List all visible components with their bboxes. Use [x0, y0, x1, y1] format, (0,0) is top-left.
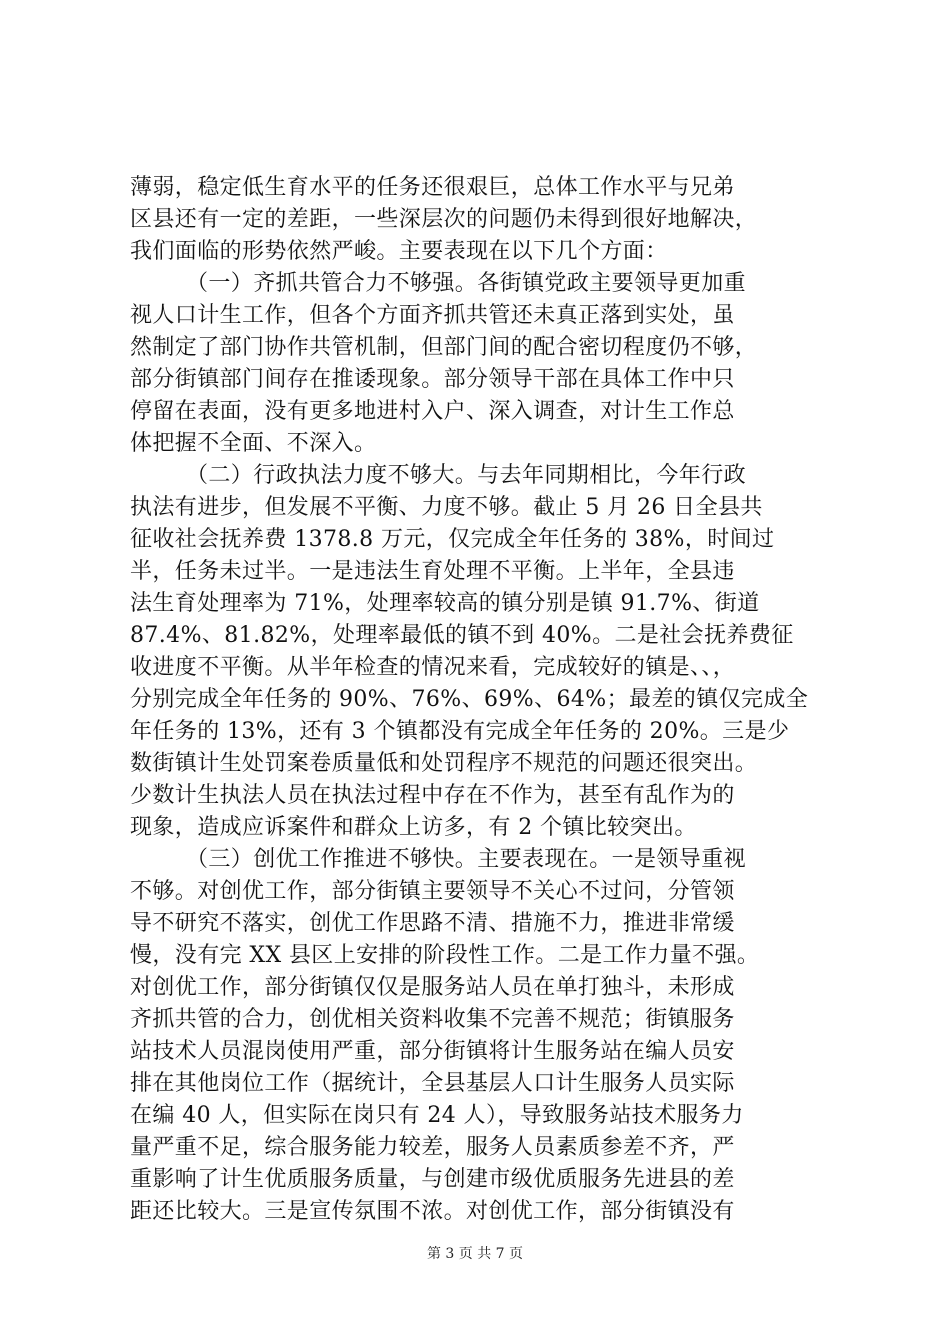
text-line: 半，任务未过半。一是违法生育处理不平衡。上半年，全县违 — [130, 559, 735, 584]
page-number-footer: 第 3 页 共 7 页 — [426, 1246, 524, 1262]
text-line: 停留在表面，没有更多地进村入户、深入调查，对计生工作总 — [130, 399, 735, 424]
text-line: 重影响了计生优质服务质量，与创建市级优质服务先进县的差 — [130, 1167, 735, 1192]
document-body — [130, 172, 830, 1228]
text-line: 导不研究不落实，创优工作思路不清、措施不力，推进非常缓 — [130, 911, 735, 936]
text-line: 少数计生执法人员在执法过程中存在不作为，甚至有乱作为的 — [130, 783, 735, 808]
text-line: 不够。对创优工作，部分街镇主要领导不关心不过问，分管领 — [130, 879, 735, 904]
text-line: 区县还有一定的差距，一些深层次的问题仍未得到很好地解决， — [130, 207, 758, 232]
text-line: 执法有进步，但发展不平衡、力度不够。截止 5 月 26 日全县共 — [130, 495, 763, 520]
text-line: 站技术人员混岗使用严重，部分街镇将计生服务站在编人员安 — [130, 1039, 735, 1064]
text-line: 现象，造成应诉案件和群众上访多，有 2 个镇比较突出。 — [130, 815, 697, 840]
text-line: 年任务的 13%，还有 3 个镇都没有完成全年任务的 20%。三是少 — [130, 719, 790, 744]
text-line: 量严重不足，综合服务能力较差，服务人员素质参差不齐，严 — [130, 1135, 735, 1160]
text-line: 在编 40 人，但实际在岗只有 24 人），导致服务站技术服务力 — [130, 1103, 744, 1128]
text-line: 距还比较大。三是宣传氛围不浓。对创优工作，部分街镇没有 — [130, 1199, 735, 1224]
text-line: 87.4%、81.82%，处理率最低的镇不到 40%。二是社会抚养费征 — [130, 623, 794, 648]
text-line: 视人口计生工作，但各个方面齐抓共管还未真正落到实处，虽 — [130, 303, 735, 328]
text-line: 分别完成全年任务的 90%、76%、69%、64%；最差的镇仅完成全 — [130, 687, 809, 712]
section-heading-line: （三）创优工作推进不够快。主要表现在。一是领导重视 — [186, 847, 747, 872]
text-line: 对创优工作，部分街镇仅仅是服务站人员在单打独斗，未形成 — [130, 975, 735, 1000]
text-line: 薄弱，稳定低生育水平的任务还很艰巨，总体工作水平与兄弟 — [130, 175, 735, 200]
text-line: 部分街镇部门间存在推诿现象。部分领导干部在具体工作中只 — [130, 367, 735, 392]
section-heading-line: （二）行政执法力度不够大。与去年同期相比，今年行政 — [186, 463, 747, 488]
text-line: 齐抓共管的合力，创优相关资料收集不完善不规范；街镇服务 — [130, 1007, 735, 1032]
text-line: 排在其他岗位工作（据统计，全县基层人口计生服务人员实际 — [130, 1071, 735, 1096]
text-line: 我们面临的形势依然严峻。主要表现在以下几个方面： — [130, 239, 668, 264]
text-line: 法生育处理率为 71%，处理率较高的镇分别是镇 91.7%、街道 — [130, 591, 760, 616]
text-line: 征收社会抚养费 1378.8 万元，仅完成全年任务的 38%，时间过 — [130, 527, 775, 552]
text-line: 然制定了部门协作共管机制，但部门间的配合密切程度仍不够， — [130, 335, 758, 360]
text-line: 体把握不全面、不深入。 — [130, 431, 377, 456]
text-line: 收进度不平衡。从半年检查的情况来看，完成较好的镇是、、， — [130, 655, 736, 680]
text-line: 数街镇计生处罚案卷质量低和处罚程序不规范的问题还很突出。 — [130, 751, 758, 776]
text-line: 慢，没有完 XX 县区上安排的阶段性工作。二是工作力量不强。 — [130, 943, 760, 968]
section-heading-line: （一）齐抓共管合力不够强。各街镇党政主要领导更加重 — [186, 271, 747, 296]
